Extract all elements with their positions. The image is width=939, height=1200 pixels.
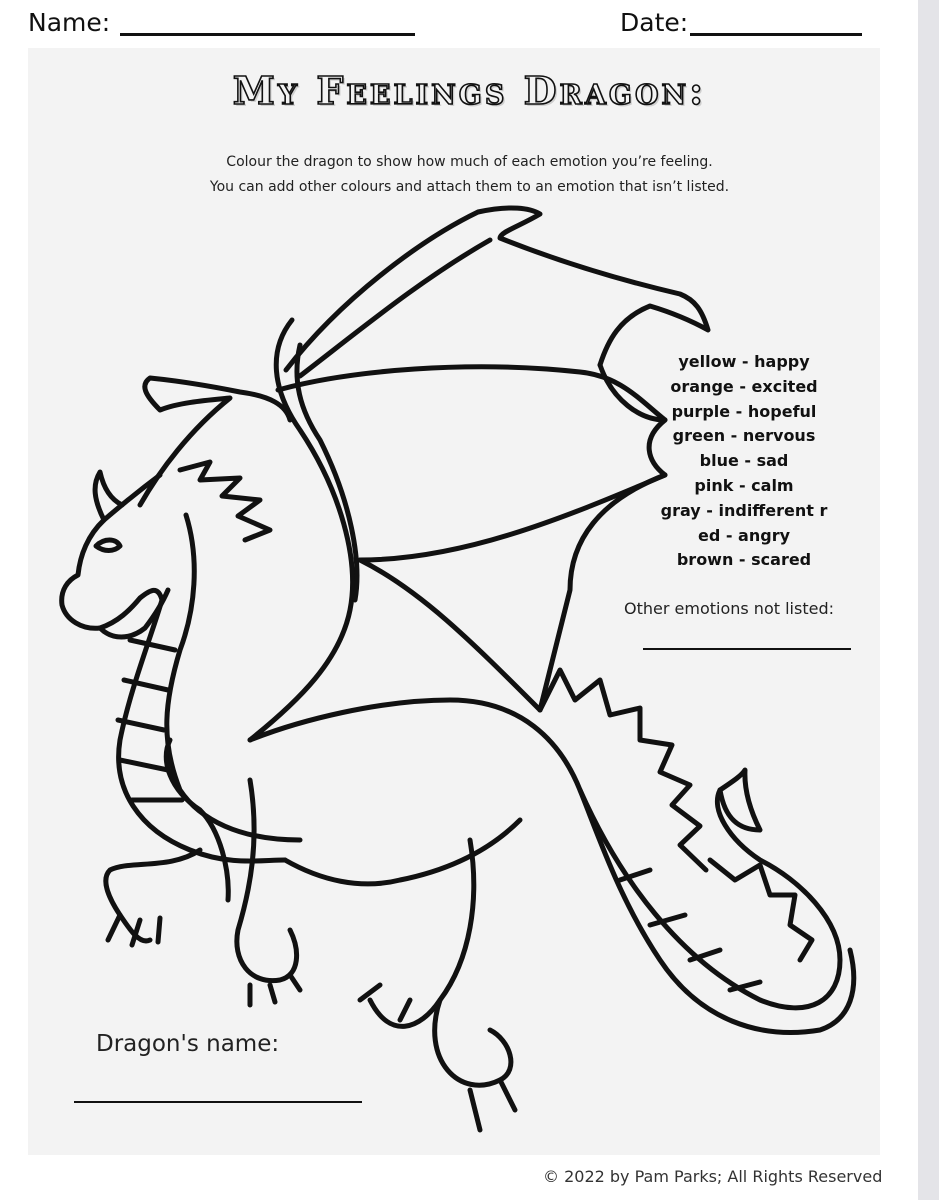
- neck-stripe-1: [130, 640, 175, 650]
- dragon-neck-back: [167, 515, 300, 840]
- neck-stripe-2: [124, 680, 168, 690]
- wing-upper-edge: [286, 208, 708, 370]
- hind-foot: [435, 1000, 511, 1085]
- front-claw-left: [106, 850, 200, 941]
- legend-item: orange - excited: [670, 376, 818, 396]
- legend-item: green - nervous: [672, 426, 816, 446]
- hind-leg: [370, 840, 474, 1026]
- dragon-body: [250, 700, 854, 1032]
- horn-large: [140, 378, 290, 505]
- date-label: Date:: [620, 8, 689, 37]
- dragon-name-line[interactable]: [74, 1101, 362, 1103]
- dragon-tail: [580, 790, 840, 1008]
- front-arm: [166, 740, 228, 900]
- tail-teeth: [710, 860, 812, 960]
- dragon-eye: [96, 540, 120, 551]
- legend-item: brown - scared: [676, 550, 812, 570]
- legend-item: blue - sad: [699, 451, 789, 471]
- back-spikes: [540, 670, 706, 870]
- copyright-notice: © 2022 by Pam Parks; All Rights Reserved: [543, 1167, 883, 1186]
- other-emotions-label: Other emotions not listed:: [624, 599, 834, 618]
- instruction-line-1: Colour the dragon to show how much of each emotion you’re feeling.: [226, 154, 713, 170]
- front-leg-right: [237, 780, 297, 981]
- legend-item: purple - hopeful: [671, 401, 817, 421]
- legend-item: gray - indifferent r: [660, 500, 828, 520]
- horn-left: [95, 472, 122, 520]
- wing-bone-lower: [360, 475, 665, 560]
- head-frill: [180, 462, 270, 540]
- dragon-name-label: Dragon's name:: [96, 1031, 280, 1057]
- wing-bone-mid: [300, 240, 490, 376]
- legend-item: yellow - happy: [678, 352, 810, 371]
- neck-stripe-4: [120, 760, 168, 770]
- wing-membrane-fold: [360, 560, 540, 710]
- color-emotion-legend: [640, 350, 848, 573]
- tail-tip: [720, 770, 760, 830]
- dragon-belly: [285, 820, 520, 884]
- wing-bone-upper: [278, 367, 665, 420]
- legend-item: ed - angry: [697, 525, 791, 545]
- page-title: My Feelings Dragon:: [232, 68, 707, 113]
- other-emotions-line[interactable]: [643, 648, 851, 650]
- legend-item: pink - calm: [694, 475, 794, 495]
- instruction-line-2: You can add other colours and attach them to an emotion that isn’t listed.: [209, 179, 730, 195]
- name-label: Name:: [28, 8, 111, 37]
